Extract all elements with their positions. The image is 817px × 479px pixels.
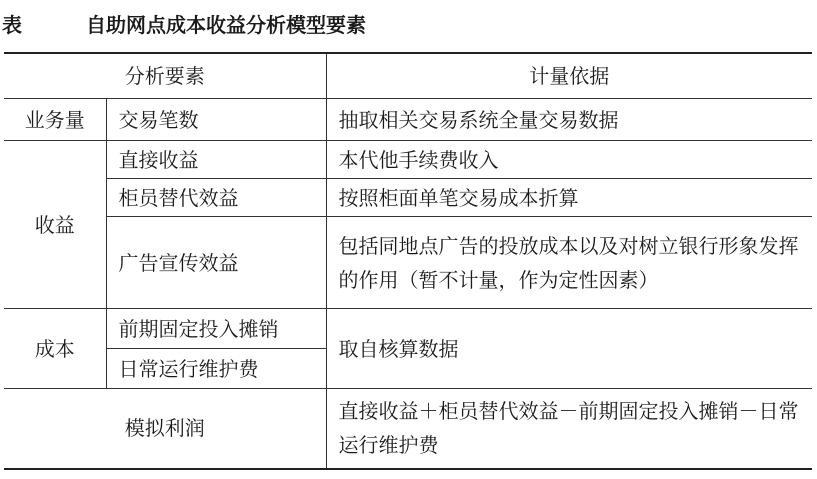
item-transaction-count: 交易笔数 <box>106 99 326 141</box>
caption-label: 表 <box>2 13 22 37</box>
table-caption <box>2 9 366 38</box>
item-advertising: 广告宣传效益 <box>106 217 326 309</box>
header-row <box>4 53 812 99</box>
table-row <box>4 99 812 141</box>
table-row <box>4 179 812 217</box>
table-row <box>4 309 812 349</box>
basis-cost: 取自核算数据 <box>326 309 812 389</box>
basis-transaction-count: 抽取相关交易系统全量交易数据 <box>326 99 812 141</box>
item-daily-maintenance: 日常运行维护费 <box>106 349 326 389</box>
item-direct-income: 直接收益 <box>106 141 326 179</box>
basis-teller-substitution: 按照柜面单笔交易成本折算 <box>326 179 812 217</box>
header-elements: 分析要素 <box>4 53 326 99</box>
table-row <box>4 389 812 469</box>
item-simulated-profit: 模拟利润 <box>4 389 326 469</box>
basis-advertising: 包括同地点广告的投放成本以及对树立银行形象发挥的作用（暂不计量，作为定性因素） <box>326 217 812 309</box>
caption-title: 自助网点成本收益分析模型要素 <box>86 13 366 37</box>
category-income: 收益 <box>4 141 106 309</box>
table-row <box>4 141 812 179</box>
category-cost: 成本 <box>4 309 106 389</box>
item-teller-substitution: 柜员替代效益 <box>106 179 326 217</box>
basis-simulated-profit: 直接收益＋柜员替代效益－前期固定投入摊销－日常运行维护费 <box>326 389 812 469</box>
item-fixed-amortization: 前期固定投入摊销 <box>106 309 326 349</box>
basis-direct-income: 本代他手续费收入 <box>326 141 812 179</box>
category-volume: 业务量 <box>4 99 106 141</box>
analysis-elements-table <box>4 52 812 470</box>
table-row <box>4 217 812 309</box>
header-basis: 计量依据 <box>326 53 812 99</box>
